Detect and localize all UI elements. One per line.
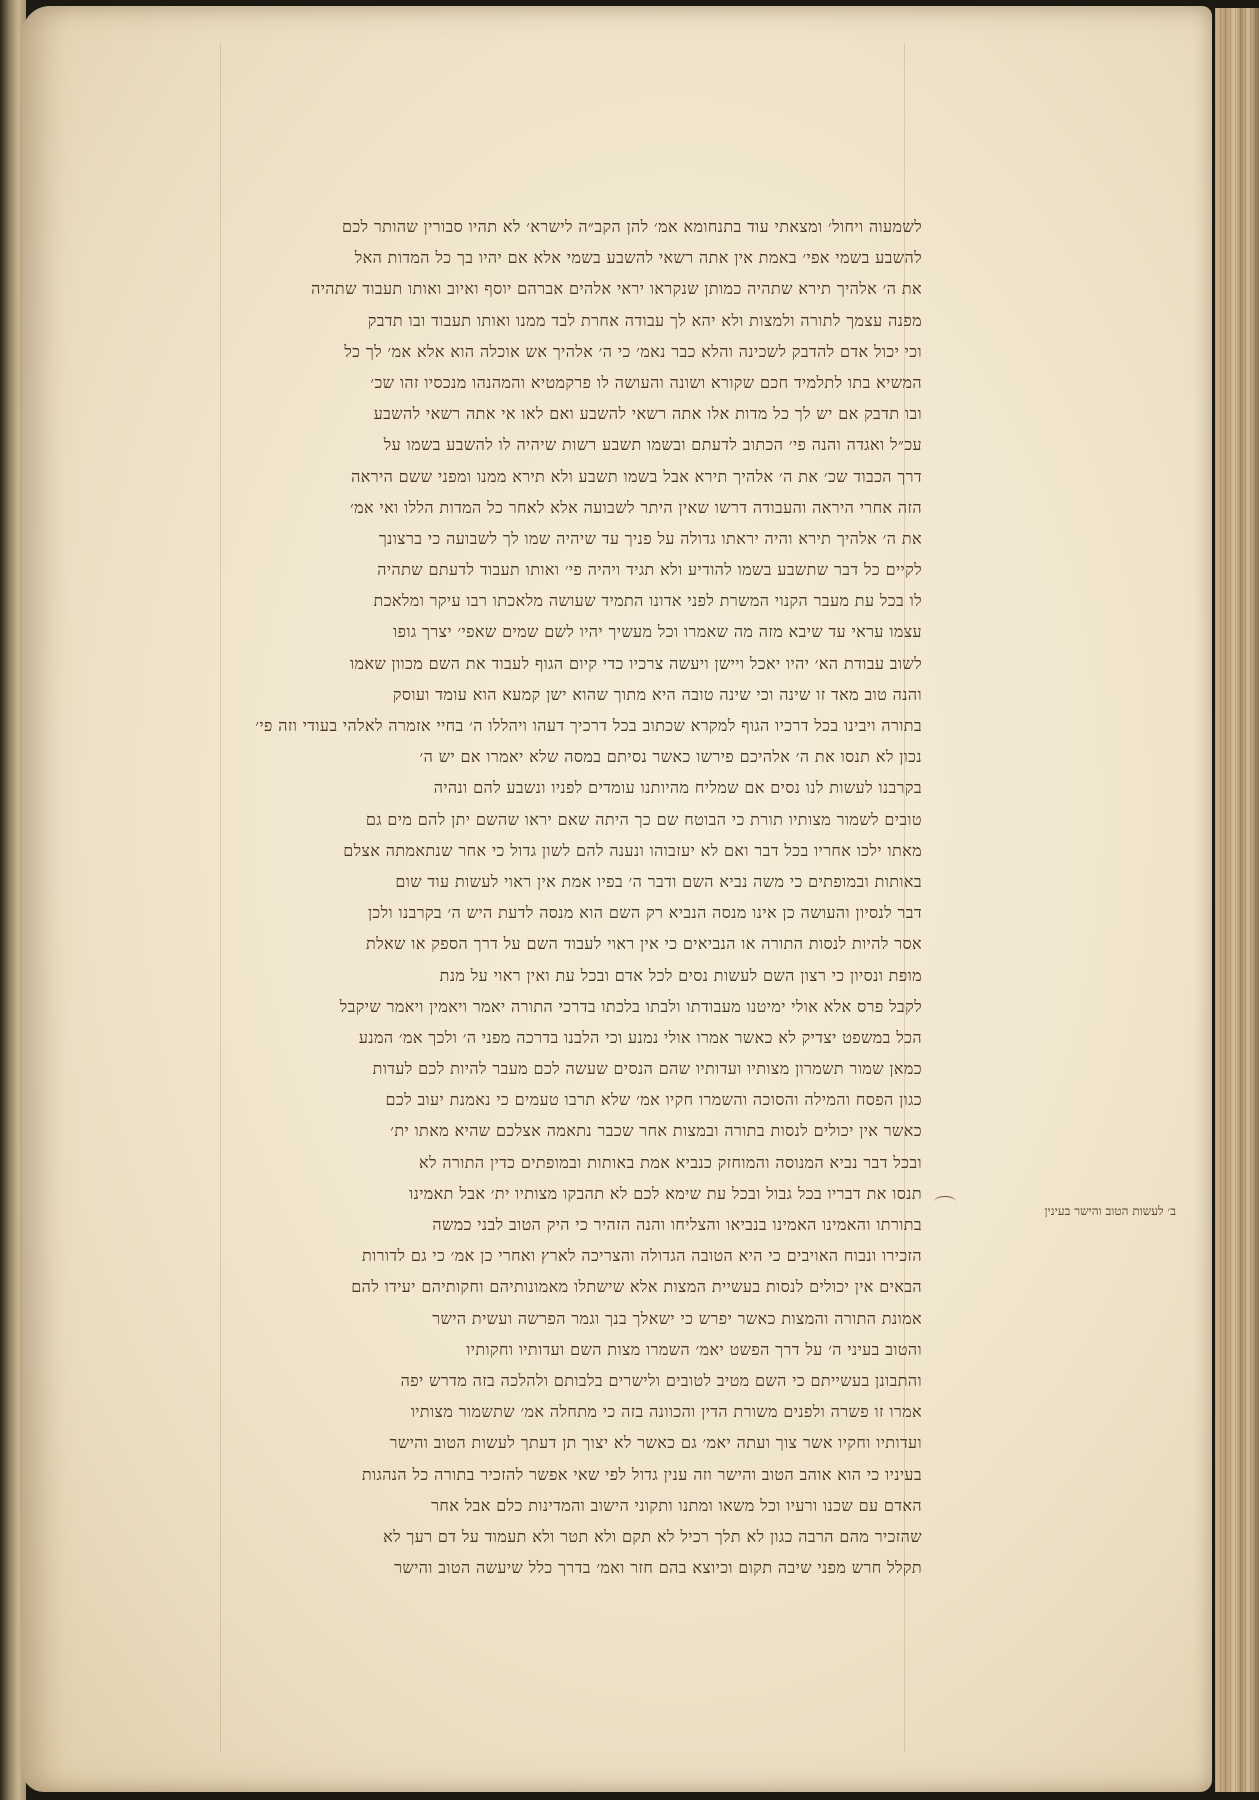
- text-line: מאתו ילכו אחריו בכל דבר ואם לא יעזבוהו ונענה להם לשון גדול כי אחר שנתאמתה אצלם: [343, 840, 922, 860]
- manuscript-page: [22, 6, 1212, 1792]
- text-line: הזה אחרי היראה והעבודה דרשו שאין היתר לשבועה אלא לאחר כל המדות הללו ואי אמ׳: [350, 497, 922, 517]
- text-line: לשמעוה ויחול׳ ומצאתי עוד בתנחומא אמ׳ להן הקב״ה לישרא׳ לא תהיו סבורין שהותר לכם: [341, 217, 922, 236]
- text-line: לקבל פרס אלא אולי ימיטנו מעבודתו ולבתו בלכתו בדרכי התורה יאמר ויאמין ויאמר שיקבל: [339, 996, 922, 1016]
- text-line: עצמו עראי עד שיבא מזה מה שאמרו וכל מעשיך יהיו לשם שמים שאפי׳ יצרך גופו: [393, 622, 922, 642]
- text-line: הזכירו ונבוח האויבים כי היא הטובה הגדולה והצריכה לארץ ואחרי כן אמ׳ כי גם לדורות: [361, 1246, 922, 1266]
- text-line: בעיניו כי הוא אוהב הטוב והישר וזה ענין גדול לפי שאי אפשר להזכיר בתורה כל הנהגות: [361, 1464, 922, 1484]
- text-line: והתבונן בעשייתם כי השם מטיב לטובים ולישרים בלבותם ולהלכה בזה מדרש יפה: [400, 1370, 922, 1390]
- marginal-note: ב׳ לעשות הטוב והישר בעינין: [1044, 1204, 1176, 1218]
- text-line: ועדותיו וחקיו אשר צוך ועתה יאמ׳ גם כאשר לא יצוך תן דעתך לעשות הטוב והישר: [389, 1433, 922, 1453]
- text-line: מופת ונסיון כי רצון השם לעשות נסים לכל אדם ובכל עת ואין ראוי על מנת: [439, 965, 922, 985]
- text-line: באותות ובמופתים כי משה נביא השם ודבר ה׳ בפיו אמת אין ראוי לעשות עוד שום: [395, 871, 922, 891]
- text-line: לקיים כל דבר שתשבע בשמו להודיע ולא תגיד ויהיה פי׳ ואותו תעבוד לדעתם שתהיה: [377, 560, 922, 580]
- text-line: ובכל דבר נביא המנוסה והמוחזק כנביא אמת באותות ובמופתים כדין התורה לא: [419, 1152, 922, 1172]
- text-line: את ה׳ אלהיך תירא שתהיה כמותן שנקראו יראי אלהים אברהם יוסף ואיוב ואותו תעבוד שתהיה: [311, 279, 922, 299]
- text-line: אמונת התורה והמצות כאשר יפרש כי ישאלך בנך וגמר הפרשה ועשית הישר: [432, 1308, 922, 1328]
- text-line: דבר לנסיון והעושה כן אינו מנסה הנביא רק השם הוא מנסה לדעת היש ה׳ בקרבנו ולכן: [367, 903, 922, 923]
- text-line: אסר להיות לנסות התורה או הנביאים כי אין ראוי לעבוד השם על דרך הספק או שאלת: [366, 934, 922, 954]
- margin-ruling-left: [220, 44, 221, 1752]
- text-line: לו בכל עת מעבר הקנוי המשרת לפני אדונו התמיד שעושה מלאכתו רבו עיקר ומלאכת: [373, 591, 922, 611]
- text-line: נכון לא תנסו את ה׳ אלהיכם פירשו כאשר נסיתם במסה שלא יאמרו אם יש ה׳: [419, 747, 922, 767]
- text-line: בתורה ויבינו בכל דרכיו הגוף למקרא שכתוב בכל דרכיך דעהו ויהללו ה׳ בחיי אזמרה לאלהי בעודי וזה פי׳: [255, 716, 922, 735]
- text-line: שהזכיר מהם הרבה כגון לא תלך רכיל לא תקם ולא תטר ולא תעמוד על דם רעך לא: [383, 1526, 922, 1546]
- text-line: טובים לשמור מצותיו תורת כי הבוטח שם כך היתה שאם יראו שהשם יתן להם מים גם: [365, 809, 922, 829]
- text-line: תקלל חרש מפני שיבה תקום וכיוצא בהם חזר ואמ׳ בדרך כלל שיעשה הטוב והישר: [394, 1558, 922, 1578]
- page-stack-edge: [1215, 8, 1259, 1792]
- text-line: עכ״ל ואגדה והנה פי׳ הכתוב לדעתם ובשמו תשבע רשות שיהיה לו להשבע בשמו על: [383, 435, 922, 455]
- text-line: דרך הכבוד שכ׳ את ה׳ אלהיך תירא אבל בשמו תשבע ולא תירא ממנו ומפני ששם היראה: [351, 466, 922, 486]
- text-column: [230, 211, 922, 1578]
- text-line: תנסו את דבריו בכל גבול ובכל עת שימא לכם לא תהבקו מצותיו ית׳ אבל תאמינו: [409, 1183, 922, 1203]
- text-line: בקרבנו לעשות לנו נסים אם שמליח מהיותנו עומדים לפניו ונשבע להם ונהיה: [433, 778, 922, 798]
- text-line: הבאים אין יכולים לנסות בעשיית המצות אלא שישתלו מאמונותיהם וחקותיהם יעידו להם: [351, 1277, 922, 1297]
- text-line: המשיא בתו לתלמיד חכם שקורא ושונה והעושה לו פרקמטיא והמהנהו מנכסיו זהו שכ׳: [370, 372, 922, 392]
- text-line: לשוב עבודת הא׳ יהיו יאכל ויישן ויעשה צרכיו כדי קיום הגוף לעבוד את השם מכוון שאמו: [349, 653, 922, 673]
- text-line: והנה טוב מאד זו שינה וכי שינה טובה היא מתוך שהוא ישן קמעא הוא עומד ועוסק: [392, 684, 922, 704]
- text-line: להשבע בשמי אפי׳ באמת אין אתה רשאי להשבע בשמי אלא אם יהיו בך כל המדות האל: [354, 248, 922, 268]
- text-line: את ה׳ אלהיך תירא והיה יראתו גדולה על פניך עד שיהיה שמו לך לשבועה כי ברצונך: [378, 528, 922, 548]
- text-line: הכל במשפט יצדיק לא כאשר אמרו אולי נמנע וכי הלבנו בדרכה מפני ה׳ ולכך אמ׳ המנע: [358, 1027, 922, 1047]
- text-line: כמאן שמור תשמרון מצותיו ועדותיו שהם הנסים שעשה לכם מעבר להיות לכם לעדות: [372, 1059, 922, 1079]
- text-line: והטוב בעיני ה׳ על דרך הפשט יאמ׳ השמרו מצות השם ועדותיו וחקותיו: [466, 1339, 922, 1359]
- text-line: כאשר אין יכולים לנסות בתורה ובמצות אחר שכבר נתאמה אצלכם שהיא מאתו ית׳: [390, 1121, 922, 1141]
- text-line: כגון הפסח והמילה והסוכה והשמרו חקיו אמ׳ שלא תרבו טעמים כי נאמנת יעוב לכם: [385, 1090, 922, 1110]
- text-line: האדם עם שכנו ורעיו וכל משאו ומתנו ותקוני הישוב והמדינות כלם אבל אחר: [431, 1495, 922, 1515]
- text-line: ובו תדבק אם יש לך כל מדות אלו אתה רשאי להשבע ואם לאו אי אתה רשאי להשבע: [373, 404, 922, 424]
- text-line: מפנה עצמך לתורה ולמצות ולא יהא לך עבודה אחרת לבד ממנו ואותו תעבוד ובו תדבק: [367, 310, 922, 330]
- text-line: וכי יכול אדם להדבק לשכינה והלא כבר נאמ׳ כי ה׳ אלהיך אש אוכלה הוא אלא אמ׳ לך כל: [344, 341, 922, 361]
- text-line: בתורתו והאמינו האמינו בנביאו והצליחו והנה הזהיר כי היק הטוב לבני כמשה: [432, 1215, 922, 1234]
- text-line: אמרו זו פשרה ולפנים משורת הדין והכוונה בזה כי מתחלה אמ׳ שתשמור מצותיו: [410, 1402, 922, 1422]
